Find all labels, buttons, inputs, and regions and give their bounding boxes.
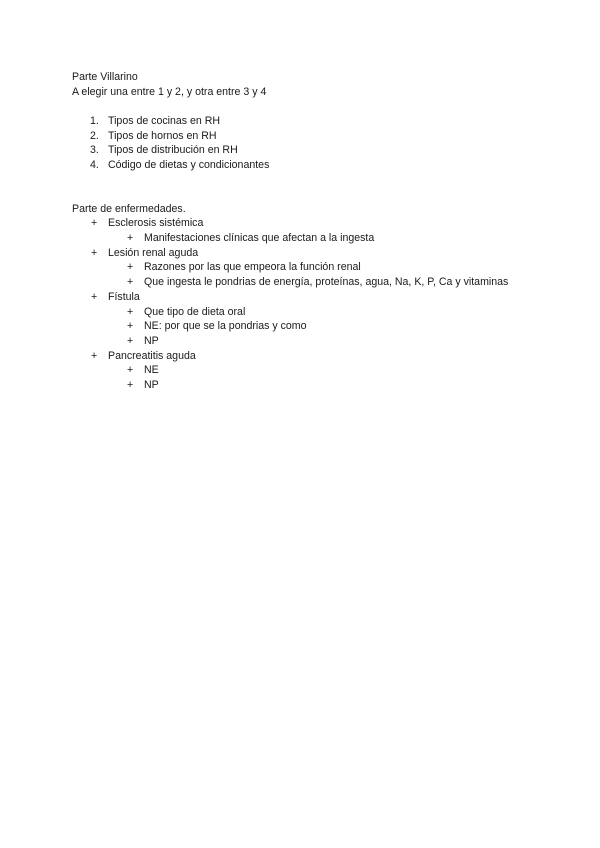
subitem <box>72 319 542 334</box>
subitem-text: Razones por las que empeora la función renal <box>144 261 361 274</box>
subitem-text: NE <box>144 364 159 377</box>
section-title-villarino: Parte Villarino <box>72 71 138 83</box>
disease-item <box>72 290 542 349</box>
document-body <box>72 70 542 393</box>
subitem <box>72 231 542 246</box>
item-text: Tipos de hornos en RH <box>108 129 217 142</box>
disease-name: Pancreatitis aguda <box>108 349 196 362</box>
disease-name: Esclerosis sistémica <box>108 217 204 230</box>
disease-name: Lesión renal aguda <box>108 246 199 259</box>
item-number: 1. <box>90 114 99 127</box>
numbered-item <box>72 143 542 158</box>
plus-bullet-icon: + <box>127 276 134 289</box>
subitem-text: NP <box>144 334 159 347</box>
plus-bullet-icon: + <box>127 334 134 347</box>
disease-item <box>72 216 542 245</box>
numbered-item <box>72 129 542 144</box>
plus-bullet-icon: + <box>127 261 134 274</box>
plus-bullet-icon: + <box>127 305 134 318</box>
item-text: Tipos de distribución en RH <box>108 144 238 157</box>
disease-name: Fístula <box>108 290 140 303</box>
item-text: Código de dietas y condicionantes <box>108 159 270 172</box>
subitem-text: Que tipo de dieta oral <box>144 305 246 318</box>
item-number: 2. <box>90 129 99 142</box>
disease-item <box>72 246 542 290</box>
plus-bullet-icon: + <box>91 290 98 303</box>
subitem-text: NE: por que se la pondrias y como <box>144 320 307 333</box>
numbered-item <box>72 158 542 173</box>
item-number: 3. <box>90 144 99 157</box>
item-text: Tipos de cocinas en RH <box>108 114 221 127</box>
plus-bullet-icon: + <box>127 364 134 377</box>
subitem <box>72 334 542 349</box>
item-number: 4. <box>90 159 99 172</box>
numbered-topic-list <box>72 114 542 173</box>
disease-subitems <box>72 260 542 289</box>
disease-subitems <box>72 305 542 349</box>
disease-list <box>72 216 542 392</box>
subitem <box>72 305 542 320</box>
plus-bullet-icon: + <box>127 378 134 391</box>
plus-bullet-icon: + <box>127 320 134 333</box>
subitem <box>72 363 542 378</box>
plus-bullet-icon: + <box>91 349 98 362</box>
spacer <box>72 173 542 202</box>
subitem <box>72 378 542 393</box>
plus-bullet-icon: + <box>91 246 98 259</box>
section-title-enfermedades: Parte de enfermedades. <box>72 202 186 215</box>
subitem <box>72 275 542 290</box>
subitem-text: NP <box>144 378 159 391</box>
disease-item <box>72 349 542 393</box>
disease-subitems <box>72 231 542 246</box>
subitem-text: Que ingesta le pondrias de energía, proteínas, agua, Na, K, P, Ca y vitaminas <box>144 276 509 289</box>
subitem <box>72 260 542 275</box>
plus-bullet-icon: + <box>127 232 134 245</box>
subitem-text: Manifestaciones clínicas que afectan a la ingesta <box>144 232 375 245</box>
numbered-item <box>72 114 542 129</box>
instruction-text: A elegir una entre 1 y 2, y otra entre 3 y 4 <box>72 85 267 98</box>
plus-bullet-icon: + <box>91 217 98 230</box>
disease-subitems <box>72 363 542 392</box>
